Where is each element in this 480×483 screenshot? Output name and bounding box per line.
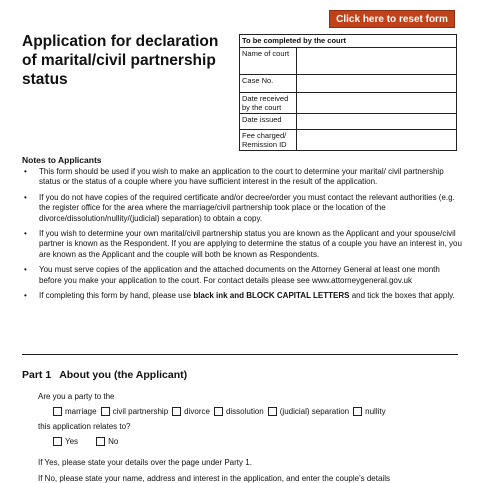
reset-form-button[interactable]: Click here to reset form xyxy=(329,10,455,28)
divorce-checkbox[interactable] xyxy=(172,407,181,416)
note-item: • This form should be used if you wish to make an application to the court to determine your marital/ civil partnership status or the status of a couple where you have sufficient interest in the result of the application. xyxy=(22,167,462,188)
judicial-separation-label: (judicial) separation xyxy=(279,407,350,416)
marriage-label: marriage xyxy=(65,407,97,416)
court-use-box xyxy=(239,34,457,151)
notes-list xyxy=(22,167,462,306)
part1-heading xyxy=(22,369,187,381)
date-issued-field[interactable] xyxy=(297,114,457,130)
date-received-field[interactable] xyxy=(297,93,457,114)
dissolution-checkbox[interactable] xyxy=(214,407,223,416)
if-yes-instruction: If Yes, please state your details over the page under Party 1. xyxy=(38,458,252,467)
note-item: • You must serve copies of the application and the attached documents on the Attorney General at least one month before you make your application to the court. For contact details please see www.attorneygeneral.gov.uk xyxy=(22,265,462,286)
court-name-field[interactable] xyxy=(297,48,457,75)
dissolution-label: dissolution xyxy=(225,407,264,416)
divorce-label: divorce xyxy=(184,407,210,416)
note-item: • If you do not have copies of the required certificate and/or decree/order you must contact the relevant authorities (e.g. the register office for the area where the marriage/civil partnership took place or the location of the divorce/dissolution/nullity/(judicial) separation) to obtain a copy. xyxy=(22,193,462,224)
relates-to-text: this application relates to? xyxy=(38,422,131,431)
nullity-label: nullity xyxy=(365,407,386,416)
page-title: Application for declaration of marital/civil partnership status xyxy=(22,33,219,88)
yes-no-options xyxy=(53,437,118,446)
civil-partnership-label: civil partnership xyxy=(112,407,169,416)
fee-charged-label: Fee charged/ Remission ID xyxy=(240,130,297,151)
fee-charged-field[interactable] xyxy=(297,130,457,151)
no-label: No xyxy=(108,437,119,446)
judicial-separation-checkbox[interactable] xyxy=(268,407,277,416)
court-box-header: To be completed by the court xyxy=(240,35,457,48)
party-question: Are you a party to the xyxy=(38,392,115,401)
date-received-label: Date received by the court xyxy=(240,93,297,114)
date-issued-label: Date issued xyxy=(240,114,297,130)
section-divider xyxy=(22,354,458,355)
nullity-checkbox[interactable] xyxy=(353,407,362,416)
notes-heading: Notes to Applicants xyxy=(22,155,102,165)
note-text: If completing this form by hand, please use xyxy=(39,291,194,301)
relationship-type-options xyxy=(53,407,386,416)
court-name-label: Name of court xyxy=(240,48,297,75)
marriage-checkbox[interactable] xyxy=(53,407,62,416)
case-no-label: Case No. xyxy=(240,75,297,93)
part1-number: Part 1 xyxy=(22,369,52,381)
yes-label: Yes xyxy=(65,437,79,446)
note-emphasis: black ink and BLOCK CAPITAL LETTERS xyxy=(193,291,350,301)
note-item xyxy=(22,291,462,301)
no-checkbox[interactable] xyxy=(96,437,105,446)
note-item: • If you wish to determine your own marital/civil partnership status you are known as the Applicant and your spouse/civil partner is known as the Respondent. If you are applying to determine the status of a couple you have an interest in, you are known as the Applicant and the couple will both be known as Respondents. xyxy=(22,229,462,260)
note-text: and tick the boxes that apply. xyxy=(349,291,455,301)
civil-partnership-checkbox[interactable] xyxy=(101,407,110,416)
if-no-instruction: If No, please state your name, address and interest in the application, and enter the couple's details xyxy=(38,474,390,483)
case-no-field[interactable] xyxy=(297,75,457,93)
part1-title: About you (the Applicant) xyxy=(59,369,188,381)
yes-checkbox[interactable] xyxy=(53,437,62,446)
